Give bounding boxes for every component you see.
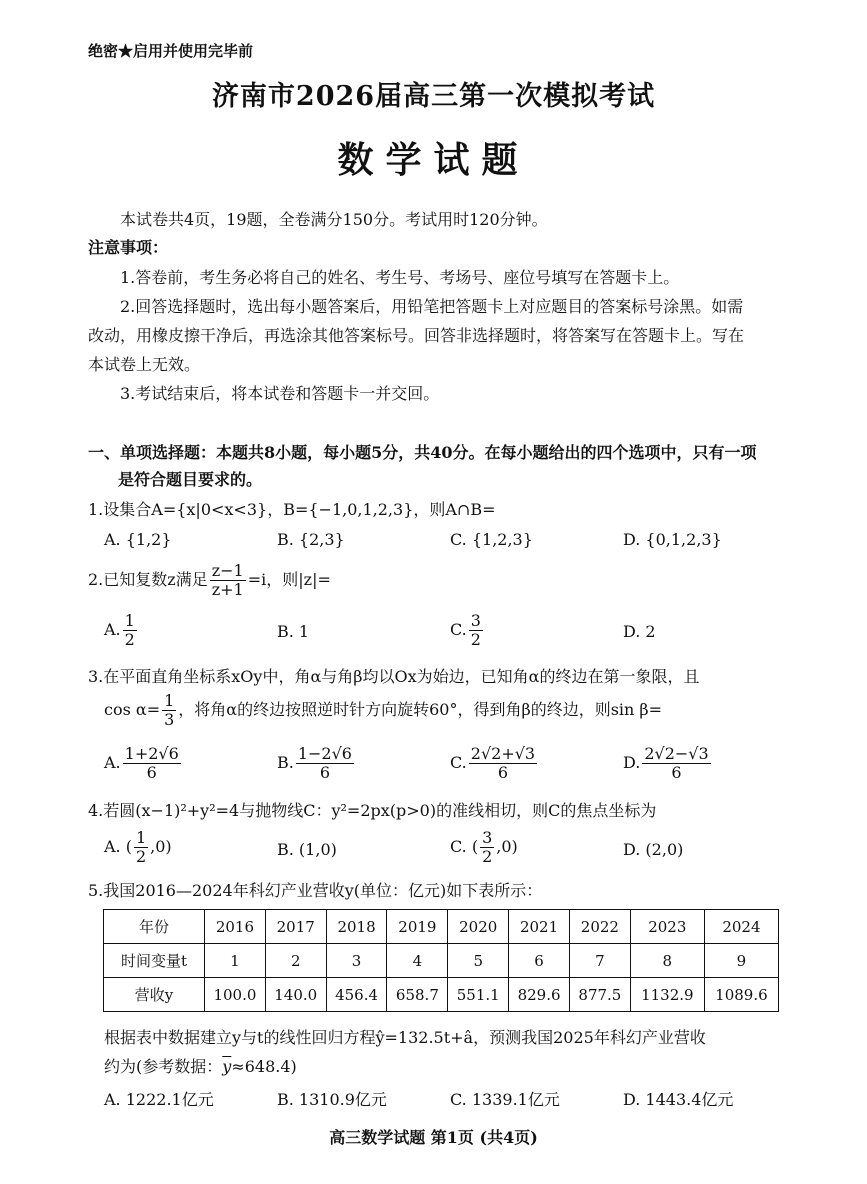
q5-option-d: D. 1443.4亿元 (623, 1090, 734, 1109)
notice-2a: 2.回答选择题时，选出每小题答案后，用铅笔把答题卡上对应题目的答案标号涂黑。如需 (120, 297, 744, 316)
q3-option-a: A. $\frac{1+2√6}{6}$ (104, 744, 179, 782)
q2-option-c: C. $\frac{3}{2}$ (450, 611, 481, 649)
table-cell: 时间变量t (104, 944, 205, 978)
table-cell: 6 (509, 944, 570, 978)
q2-fraction: $\frac{z-1}{z+1}$ (211, 561, 244, 599)
table-cell: 2 (265, 944, 326, 978)
table-cell: 658.7 (387, 978, 448, 1012)
q2-option-d: D. 2 (623, 622, 656, 641)
table-cell: 1089.6 (704, 978, 778, 1012)
intro-line: 本试卷共4页，19题，全卷满分150分。考试用时120分钟。 (120, 210, 548, 229)
q3-option-b: B. $\frac{1-2√6}{6}$ (277, 744, 352, 782)
notice-2c: 本试卷上无效。 (88, 355, 201, 374)
q2-post: =i，则|z|= (247, 570, 331, 589)
q2-option-b: B. 1 (277, 622, 310, 641)
notice-3: 3.考试结束后，将本试卷和答题卡一并交回。 (120, 384, 440, 403)
table-cell: 2016 (205, 910, 266, 944)
table-cell: 877.5 (569, 978, 630, 1012)
table-cell: 年份 (104, 910, 205, 944)
table-cell: 1132.9 (630, 978, 704, 1012)
q4-option-a: A. ( $\frac{1}{2}$ ,0) (104, 828, 172, 866)
table-cell: 2019 (387, 910, 448, 944)
page-footer: 高三数学试题 第1页 (共4页) (329, 1128, 538, 1147)
q3-option-c: C. $\frac{2√2+√3}{6}$ (450, 744, 536, 782)
q5-option-a: A. 1222.1亿元 (104, 1090, 214, 1109)
q5-option-b: B. 1310.9亿元 (277, 1090, 387, 1109)
section-heading-1: 一、单项选择题：本题共8小题，每小题5分，共40分。在每小题给出的四个选项中，只有一项 (88, 443, 757, 462)
table-cell: 7 (569, 944, 630, 978)
q2-pre: 2.已知复数z满足 (88, 570, 208, 589)
table-cell: 3 (326, 944, 387, 978)
table-cell: 8 (630, 944, 704, 978)
q4-option-d: D. (2,0) (623, 840, 684, 859)
table-cell: 2017 (265, 910, 326, 944)
q3-line1: 3.在平面直角坐标系xOy中，角α与角β均以Ox为始边，已知角α的终边在第一象限，且 (88, 667, 700, 686)
table-row (104, 944, 779, 978)
q3-option-d: D. $\frac{2√2-√3}{6}$ (623, 744, 709, 782)
section-heading-2: 是符合题目要求的。 (118, 470, 263, 489)
table-cell: 140.0 (265, 978, 326, 1012)
q4-stem: 4.若圆(x−1)²+y²=4与抛物线C：y²=2px(p>0)的准线相切，则C的焦点坐标为 (88, 801, 657, 820)
table-cell: 4 (387, 944, 448, 978)
table-cell: 2021 (509, 910, 570, 944)
q1-option-c: C. {1,2,3} (450, 530, 533, 549)
notice-1: 1.答卷前，考生务必将自己的姓名、考生号、考场号、座位号填写在答题卡上。 (120, 268, 680, 287)
q2-stem (88, 562, 331, 599)
q1-option-d: D. {0,1,2,3} (623, 530, 722, 549)
notice-title: 注意事项： (88, 238, 169, 257)
q1-option-b: B. {2,3} (277, 530, 345, 549)
q1-stem: 1.设集合A={x|0<x<3}，B={−1,0,1,2,3}，则A∩B= (88, 500, 496, 519)
subject-title: 数学试题 (337, 139, 530, 181)
q5-option-c: C. 1339.1亿元 (450, 1090, 560, 1109)
table-cell: 2024 (704, 910, 778, 944)
exam-title: 济南市2026届高三第一次模拟考试 (211, 81, 656, 112)
table-cell: 1 (205, 944, 266, 978)
q1-option-a: A. {1,2} (104, 530, 172, 549)
q5-after-2: 约为(参考数据：$\overline{y}\approx 648.4$) (104, 1057, 297, 1076)
q4-option-b: B. (1,0) (277, 840, 337, 859)
table-cell: 5 (448, 944, 509, 978)
y-bar: $\overline{y}$ (222, 1057, 232, 1076)
table-cell: 2020 (448, 910, 509, 944)
confidential-label: 绝密★启用并使用完毕前 (88, 42, 254, 60)
table-cell: 829.6 (509, 978, 570, 1012)
table-cell: 2023 (630, 910, 704, 944)
table-row (104, 978, 779, 1012)
table-cell: 2022 (569, 910, 630, 944)
q4-option-c: C. ( $\frac{3}{2}$ ,0) (450, 828, 518, 866)
q5-stem: 5.我国2016—2024年科幻产业营收y(单位：亿元)如下表所示： (88, 881, 543, 900)
table-cell: 456.4 (326, 978, 387, 1012)
table-cell: 551.1 (448, 978, 509, 1012)
table-cell: 100.0 (205, 978, 266, 1012)
table-row (104, 910, 779, 944)
table-cell: 2018 (326, 910, 387, 944)
notice-2b: 改动，用橡皮擦干净后，再选涂其他答案标号。回答非选择题时，将答案写在答题卡上。写在 (88, 326, 745, 345)
table-cell: 9 (704, 944, 778, 978)
q2-option-a: A. $\frac{1}{2}$ (104, 611, 135, 649)
q3-line2: cos α= $\frac{1}{3}$ ，将角α的终边按照逆时针方向旋转60°，得到角β的终边，则sin β= (104, 691, 663, 729)
table-cell: 营收y (104, 978, 205, 1012)
q5-after-1: 根据表中数据建立y与t的线性回归方程ŷ=132.5t+â，预测我国2025年科幻产业营收 (104, 1028, 706, 1047)
revenue-table (103, 909, 779, 1012)
